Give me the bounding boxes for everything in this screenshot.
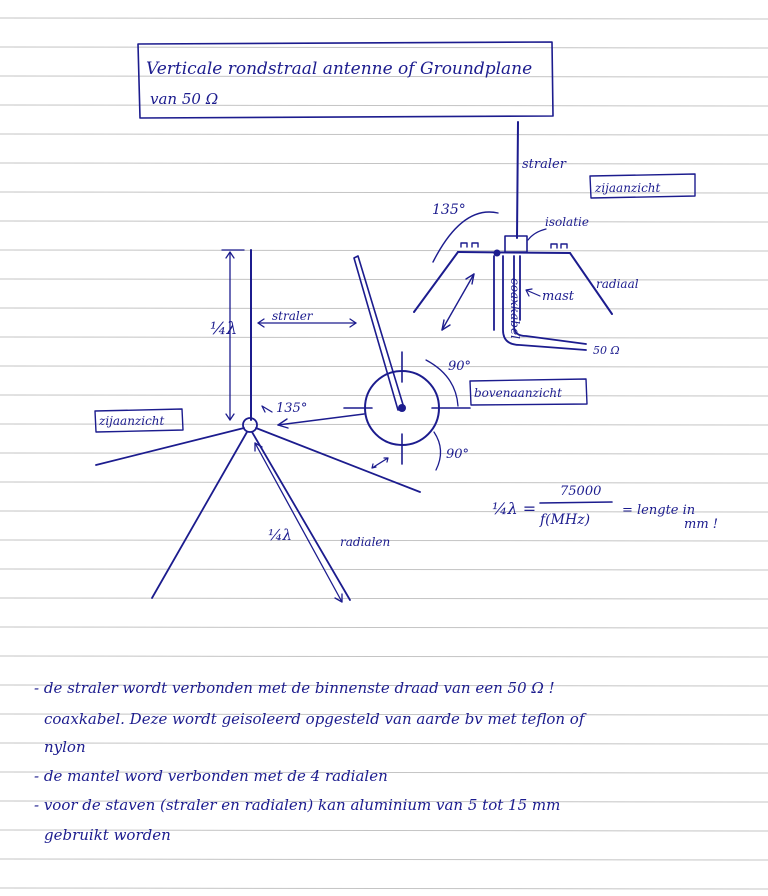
label-mast: mast (542, 289, 574, 304)
label-bovenaanzicht: bovenaanzicht (474, 386, 562, 400)
ruled-line (0, 105, 768, 106)
title-box (138, 42, 553, 118)
label-quarter-wave: ¼λ (210, 319, 238, 339)
ground-base (458, 252, 570, 253)
ruled-line (0, 395, 768, 396)
length-arrow-right (442, 274, 474, 330)
label-50ohm: 50 Ω (593, 344, 620, 357)
label-straler-left: straler (272, 309, 313, 323)
radial-se (252, 432, 350, 600)
ruled-line (0, 134, 768, 135)
ruled-lines (0, 18, 768, 889)
notes (34, 679, 587, 844)
label-zijaanzicht-right: zijaanzicht (595, 181, 661, 195)
note-line-4: - de mantel word verbonden met de 4 radialen (34, 767, 388, 785)
side-view-left (95, 250, 420, 602)
formula-lhs: ¼λ = (492, 499, 537, 518)
formula-numerator: 75000 (560, 484, 602, 499)
formula-denominator: f(MHz) (540, 512, 591, 528)
label-isolatie: isolatie (545, 215, 589, 229)
ruled-line (0, 627, 768, 628)
ruled-line (0, 569, 768, 570)
ruled-line (0, 47, 768, 48)
note-line-6: gebruikt worden (44, 826, 171, 844)
ruled-line (0, 221, 768, 222)
radial-w (96, 428, 244, 465)
note-line-5: - voor de staven (straler en radialen) kan aluminium van 5 tot 15 mm (34, 796, 561, 814)
fraction-bar (540, 502, 612, 503)
title-line-1: Verticale rondstraal antenne of Groundplane (146, 59, 533, 79)
title-line-2: van 50 Ω (150, 90, 219, 108)
ruled-line (0, 453, 768, 454)
label-angle-90-b: 90° (446, 447, 470, 462)
note-line-1: - de straler wordt verbonden met de binnenste draad van een 50 Ω ! (34, 679, 555, 697)
ruled-line (0, 308, 768, 309)
label-radialen: radialen (340, 535, 391, 549)
formula (492, 484, 718, 532)
formula-rhs-2: mm ! (684, 517, 719, 532)
ruled-line (0, 366, 768, 367)
side-view-right (414, 122, 695, 357)
label-angle-135-left: 135° (276, 401, 308, 416)
label-angle-90-a: 90° (448, 359, 472, 374)
radial-sw (152, 432, 247, 598)
label-radiaal: radiaal (596, 277, 639, 291)
insulator-block (505, 236, 527, 252)
ruled-line (0, 482, 768, 483)
ruled-line (0, 656, 768, 657)
ruled-line (0, 598, 768, 599)
label-quarter-wave-radial: ¼λ (268, 526, 293, 544)
label-angle-135-right: 135° (432, 202, 466, 218)
formula-rhs-1: = lengte in (622, 503, 696, 518)
note-line-2: coaxkabel. Deze wordt geisoleerd opgesteld van aarde bv met teflon of (44, 710, 585, 728)
ruled-line (0, 743, 768, 744)
radiator-rod (517, 122, 518, 238)
ruled-line (0, 859, 768, 860)
label-straler-right: straler (522, 157, 566, 172)
ruled-line (0, 18, 768, 19)
ruled-line (0, 337, 768, 338)
label-coaxkabel: coaxkabel (508, 278, 522, 339)
radial-left (414, 252, 458, 312)
note-line-3: nylon (44, 738, 86, 756)
ruled-line (0, 163, 768, 164)
ruled-line (0, 250, 768, 251)
ruled-line (0, 888, 768, 889)
ruled-line (0, 279, 768, 280)
label-zijaanzicht-left: zijaanzicht (99, 414, 165, 428)
angle-arc-right (433, 212, 498, 262)
junction (243, 418, 257, 432)
